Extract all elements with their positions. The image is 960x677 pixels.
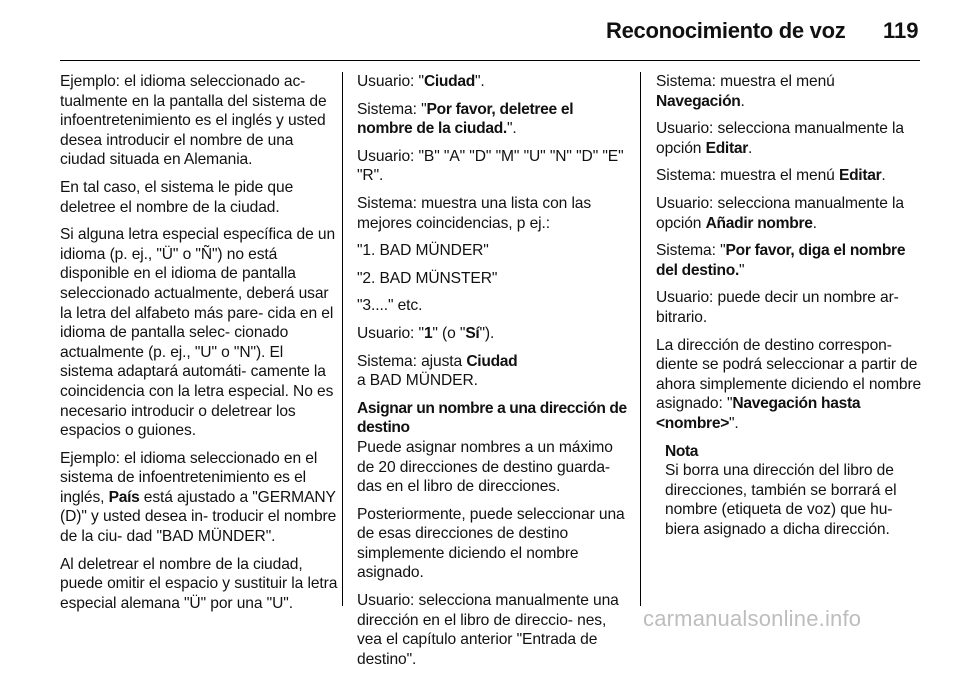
- column-3: [656, 72, 922, 539]
- assign-name-paragraph: Puede asignar nombres a un máximo de 20 direcciones de destino guarda- das en el libro de direcciones.: [357, 438, 613, 496]
- note-title: Nota: [665, 442, 699, 460]
- list-item: "2. BAD MÜNSTER": [357, 269, 498, 287]
- section-heading: Asignar un nombre a una dirección de destino: [357, 399, 627, 437]
- dialog-system-edit-menu: Sistema: muestra el menú Editar.: [656, 167, 886, 185]
- special-letter-paragraph: Si alguna letra especial específica de un idioma (p. ej., "Ü" o "Ñ") no está disponible en el idioma de pantalla seleccionado actualmente, deberá usar la letra del alfabeto más pare- cida en el idioma de pantalla selec- cionado actualmente (p. ej., "U" o "N"). El sistema adaptará automáti- camente la coincidencia con la letra especial. No es necesario introducir o deletrear los espacios o guiones.: [60, 226, 336, 440]
- column-1: [60, 72, 338, 621]
- dialog-system-say-name: Sistema: "Por favor, diga el nombre del destino.": [656, 242, 906, 279]
- page-number: 119: [883, 18, 919, 43]
- watermark: carmanualsonline.info: [643, 606, 862, 631]
- dialog-user-say: Usuario: puede decir un nombre ar- bitrario.: [656, 289, 899, 326]
- dialog-system-nav-menu: Sistema: muestra el menú Navegación.: [656, 73, 835, 110]
- column-2: [357, 72, 631, 677]
- select-later-paragraph: Posteriormente, puede seleccionar una de esas direcciones de destino simplemente diciendo el nombre asignado.: [357, 505, 625, 582]
- column-divider-2: [640, 72, 641, 606]
- dialog-system-spell: Sistema: "Por favor, deletree el nombre de la ciudad.".: [357, 100, 574, 138]
- omit-space-paragraph: Al deletrear el nombre de la ciudad, puede omitir el espacio y sustituir la letra especial alemana "Ü" por una "U".: [60, 555, 338, 612]
- dialog-user-edit: Usuario: selecciona manualmente la opción Editar.: [656, 120, 904, 157]
- list-item: "1. BAD MÜNDER": [357, 242, 489, 260]
- dialog-user-add-name: Usuario: selecciona manualmente la opción Añadir nombre.: [656, 194, 904, 232]
- dialog-user-letters: Usuario: "B" "A" "D" "M" "U" "N" "D" "E" "R".: [357, 147, 624, 185]
- pais-term: País: [108, 488, 140, 506]
- note-body: Si borra una dirección del libro de direcciones, también se borrará el nombre (etiqueta de voz) que hu- biera asignado a dicha dirección.: [665, 462, 897, 538]
- dialog-user-choice: Usuario: "1" (o "Sí").: [357, 324, 495, 342]
- spelling-paragraph: En tal caso, el sistema le pide que deletree el nombre de la ciudad.: [60, 178, 294, 216]
- page-title: Reconocimiento de voz: [606, 18, 846, 43]
- list-item: "3...." etc.: [357, 297, 423, 315]
- example-paragraph-2: Ejemplo: el idioma seleccionado en el sistema de infoentretenimiento es el inglés, País está ajustado a "GERMANY (D)" y usted desea in- troducir el nombre de la ciu- dad "BAD MÜNDER".: [60, 449, 337, 546]
- dialog-user-select: Usuario: selecciona manualmente una dirección en el libro de direccio- nes, vea el capítulo anterior "Entrada de destino".: [357, 592, 619, 668]
- header-divider: [60, 60, 920, 61]
- column-divider-1: [342, 72, 343, 606]
- dialog-system-list: Sistema: muestra una lista con las mejores coincidencias, p ej.:: [357, 194, 592, 232]
- page-header: [0, 0, 960, 60]
- example-paragraph-1: Ejemplo: el idioma seleccionado ac- tualmente en la pantalla del sistema de infoentretenimiento es el inglés y usted desea introducir el nombre de una ciudad situada en Alemania.: [60, 73, 327, 169]
- select-address-paragraph: La dirección de destino correspon- diente se podrá seleccionar a partir de ahora simplemente diciendo el nombre asignado: "Navegación hasta <nombre>".: [656, 336, 922, 432]
- dialog-system-set: Sistema: ajusta Ciudad a BAD MÜNDER.: [357, 352, 518, 390]
- dialog-user-ciudad: Usuario: "Ciudad".: [357, 73, 485, 90]
- note-block: [656, 442, 922, 540]
